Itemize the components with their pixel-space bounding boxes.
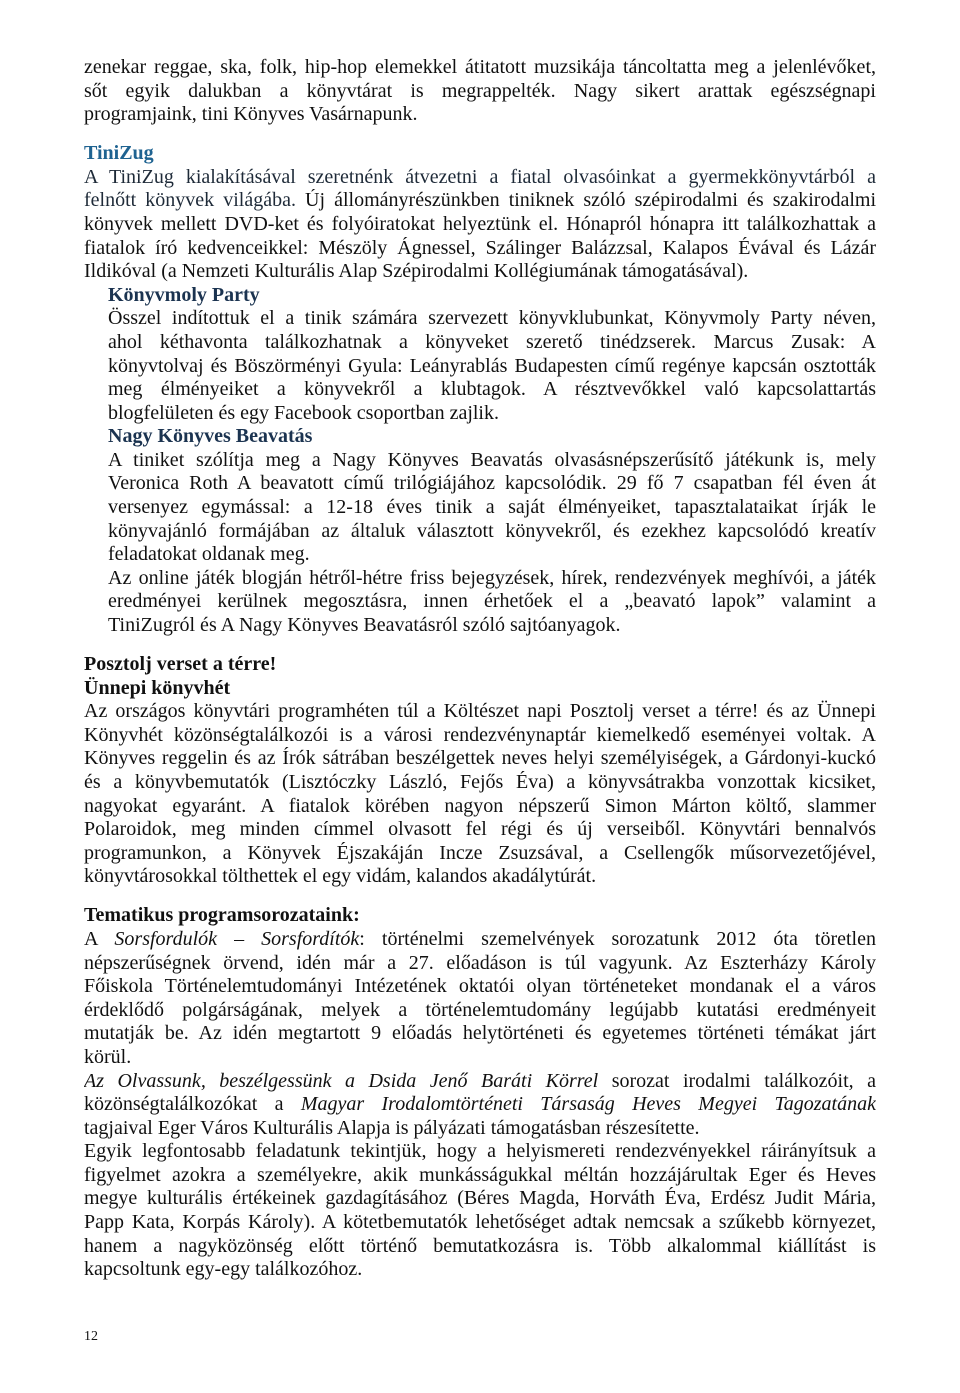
text-line: könyvajánló formájában az általuk választott könyvekről, és ezekhez kapcsolódó kreatív: [108, 519, 876, 542]
text-line: hanem a nagyközönség előtt történő bemutatkozásra is. Több alkalommal kiállítást is: [84, 1234, 876, 1257]
text-line: A tiniket szólítja meg a Nagy Könyves Beavatás olvasásnépszerűsítő játékunk is, mely: [108, 448, 876, 471]
text-line: Főiskola Történelemtudományi Intézetének oktatói olyan történeteket mondanak el a város: [84, 975, 876, 998]
section-heading-posztolj: Posztolj verset a térre!: [84, 653, 277, 676]
page-content: [84, 56, 876, 1282]
text-line: Könyvhét közönségtalálkozói is a városi rendezvénynaptár kiemelkedő eseményei voltak. A: [84, 723, 876, 746]
beavatas-section: [108, 425, 876, 637]
paragraph: [84, 1070, 876, 1141]
text-line: mutatják be. Az idén megtartott 9 előadás helytörténeti és egyetemes történeti témákat járt: [84, 1022, 876, 1045]
text-line: meg élményeiket a könyvekről a klubtagok. A résztvevőkkel való kapcsolattartás: [108, 378, 876, 401]
italic-title: Magyar Irodalomtörténeti Társaság Heves Megyei Tagozatának: [300, 1093, 876, 1116]
text-line: Az országos könyvtári programhéten túl a Költészet napi Posztolj verset a térre! és az Ünnepi: [84, 700, 876, 723]
text-line: Veronica Roth A beavatott című trilógiájához kapcsolódik. 29 fő 7 csapatban fél éven át: [108, 472, 876, 495]
unnepi-section: [84, 653, 876, 889]
text-line: [84, 1070, 876, 1094]
text-line: nagyokat egyaránt. A fiatalok körében nagyon népszerű Simon Márton költő, slammer: [84, 794, 876, 817]
section-heading-tematikus: Tematikus programsorozataink:: [84, 904, 360, 927]
paragraph: [108, 567, 876, 638]
text-line: népszerűségnek örvend, idén már a 27. előadáson is túl vagyunk. Az Eszterházy Károly: [84, 951, 876, 974]
text-line: és a könyvbemutatók (Lisztóczky László, Fejős Éva) a könyvsátrakba vonzottak kicsiket,: [84, 771, 876, 793]
italic-title: Az Olvassunk, beszélgessünk a Dsida Jenő Baráti Körrel: [84, 1069, 599, 1092]
text-line: megye kulturális értékeinek gazdagításához (Béres Magda, Horváth Éva, Erdész Judit Mária,: [84, 1187, 876, 1210]
text-line: [84, 928, 876, 952]
italic-title: Sorsfordulók – Sorsfordítók: [114, 927, 360, 950]
text-segment: közönségtalálkozókat a: [84, 1093, 301, 1116]
text-line: eredményei kerülnek megosztásra, innen érhetőek el a „beavató lapok” valamint a: [108, 590, 876, 613]
text-segment: : történelmi szemelvények sorozatunk 2012 óta töretlen: [359, 927, 876, 950]
text-line: [84, 189, 876, 213]
text-segment: A TiniZug kialakításával szeretnénk átvezetni a fiatal olvasóinkat a gyermekkönyvtárból a: [84, 165, 876, 188]
section-heading-tinizug: TiniZug: [84, 142, 154, 165]
text-line: tagjaival Eger Város Kulturális Alapja is pályázati támogatásban részesítette.: [84, 1116, 700, 1139]
text-segment: sorozat irodalmi találkozóit, a: [598, 1069, 876, 1092]
text-line: ahol kéthavonta találkozhatnak a könyveket szerető tinédzserek. Marcus Zusak: A: [108, 330, 876, 353]
text-line: Egyik legfontosabb feladatunk tekintjük, hogy a helyismereti rendezvényekkel ráirányítsuk a: [84, 1140, 876, 1163]
text-line: versenyez egymással: a 12-18 éves tinik a saját élményeiket, tapasztalataikat írják le: [108, 496, 876, 519]
text-line: TiniZugról és A Nagy Könyves Beavatásról szóló sajtóanyagok.: [108, 614, 621, 637]
text-line: programjaink, tini Könyves Vasárnapunk.: [84, 103, 418, 126]
text-line: zenekar reggae, ska, folk, hip-hop elemekkel átitatott muzsikája táncoltatta meg a jelenlévőket,: [84, 56, 876, 78]
text-line: körül.: [84, 1045, 132, 1068]
paragraph: [84, 928, 876, 1070]
text-segment: A: [84, 927, 115, 950]
text-line: programunkon, a Könyvek Éjszakáján Incze Zsuzsával, a Csellengők műsorvezetőjével,: [84, 841, 876, 864]
text-line: könyvtárosokkal tölthettek el egy vidám, kalandos akadálytúrát.: [84, 865, 597, 888]
page-number: 12: [84, 1329, 98, 1344]
section-heading-konyvmoly: Könyvmoly Party: [108, 283, 260, 306]
text-line: sőt egyik dalukban a könyvtárat is megrappelték. Nagy sikert arattak egészségnapi: [84, 79, 876, 102]
paragraph: [84, 1140, 876, 1282]
konyvmoly-section: [108, 284, 876, 426]
text-line: blogfelületen és egy Facebook csoportban zajlik.: [108, 401, 499, 424]
intro-paragraph: [84, 56, 876, 127]
text-line: Polaroidok, meg minden címmel olvasott fel régi és új verseiből. Könyvtári bennalvós: [84, 818, 876, 841]
text-line: kapcsoltunk egy-egy találkozóhoz.: [84, 1258, 363, 1281]
text-line: Az online játék blogján hétről-hétre friss bejegyzések, hírek, rendezvények meghívói, a játék: [108, 566, 876, 589]
text-segment: felnőtt könyvek világába.: [84, 189, 296, 212]
paragraph: [108, 449, 876, 567]
text-line: figyelmet azokra a személyekre, akik munkásságukkal méltán hozzájárultak Eger és Heves: [84, 1163, 876, 1186]
text-segment: Új állományrészünkben tiniknek szóló szépirodalmi és szakirodalmi: [295, 189, 876, 212]
text-line: könyvtolvaj és Böszörményi Gyula: Leányrablás Budapesten című regénye kapcsán osztották: [108, 354, 876, 377]
text-line: Könyves reggelin és az Írók sátrában beszélgettek neves helyi személyiségek, a Gárdonyi-kuckó: [84, 747, 876, 770]
text-line: fiatalok író kedvenceikkel: Mészöly Ágnessel, Szálinger Balázzsal, Kalapos Évával és Lázár: [84, 236, 876, 259]
section-heading-beavatas: Nagy Könyves Beavatás: [108, 425, 313, 448]
tinizug-section: [84, 142, 876, 284]
section-heading-unnepi-konyvhet: Ünnepi könyvhét: [84, 676, 231, 699]
text-line: Papp Kata, Korpás Károly). A kötetbemutatók lehetőséget adtak nemcsak a szűkebb környezet,: [84, 1211, 876, 1234]
text-line: Összel indítottuk el a tinik számára szervezett könyvklubunkat, Könyvmoly Party néven,: [108, 307, 876, 330]
text-line: érdeklődő polgárságának, melyek a történelemtudomány legújabb kutatási eredményeit: [84, 998, 876, 1021]
tematikus-section: [84, 904, 876, 1282]
text-line: feladatokat oldanak meg.: [108, 543, 310, 566]
text-line: Ildikóval (a Nemzeti Kulturális Alap Szépirodalmi Kollégiumának támogatásával).: [84, 260, 749, 283]
text-line: [84, 166, 876, 190]
text-line: [84, 1093, 876, 1117]
text-line: könyvek mellett DVD-ket és folyóiratokat helyeztünk el. Hónapról hónapra itt találkozhattak a: [84, 212, 876, 235]
